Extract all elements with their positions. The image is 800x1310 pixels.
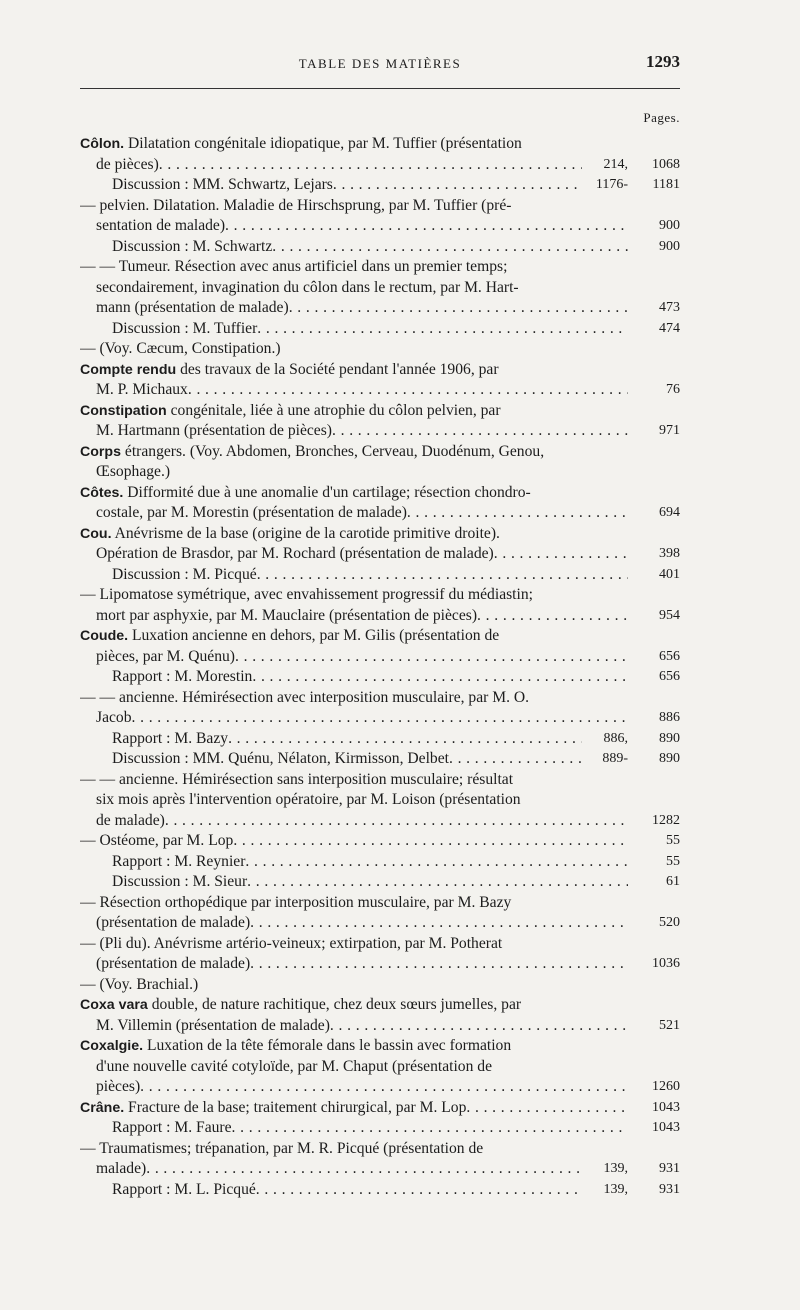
entry-text xyxy=(112,565,257,586)
page-ref-start: 214, xyxy=(603,156,628,172)
index-entry-line xyxy=(80,790,680,811)
entry-text xyxy=(96,544,494,565)
dot-leader xyxy=(289,298,628,319)
page-ref: 1043 xyxy=(652,1099,680,1115)
page-ref: 474 xyxy=(659,320,680,336)
index-entry-line xyxy=(80,626,680,647)
entry-body: M. P. Michaux xyxy=(96,381,188,398)
dot-leader xyxy=(225,216,628,237)
entry-text xyxy=(96,1057,492,1078)
entry-body: (présentation de malade) xyxy=(96,955,251,972)
entry-body: M. Villemin (présentation de malade) xyxy=(96,1016,330,1034)
index-entry-line xyxy=(80,1139,680,1160)
page-header xyxy=(80,52,680,72)
entry-text xyxy=(96,1077,140,1098)
page-ref: 900 xyxy=(659,238,680,254)
entry-text xyxy=(80,975,198,996)
entry-heading: Coxa vara xyxy=(80,997,148,1013)
entry-body: Discussion : MM. Quénu, Nélaton, Kirmisson, Delbet xyxy=(112,750,449,767)
entry-body: — pelvien. Dilatation. Maladie de Hirschsprung, par M. Tuffier (pré- xyxy=(80,196,512,214)
index-entry-line xyxy=(80,257,680,278)
page-ref: 520 xyxy=(659,915,680,930)
entry-body: mort par asphyxie, par M. Mauclaire (présentation de pièces) xyxy=(96,606,478,624)
entry-body: — (Voy. Brachial.) xyxy=(80,975,199,993)
index-entry-line xyxy=(80,1159,680,1180)
index-entry-line xyxy=(80,1077,680,1098)
index-entry-line xyxy=(80,298,680,319)
entry-text xyxy=(80,339,281,360)
dot-leader xyxy=(247,872,628,893)
dot-leader xyxy=(252,667,628,688)
page-ref: 656 xyxy=(659,669,680,684)
entry-body: Discussion : M. Schwartz xyxy=(112,237,273,255)
dot-leader xyxy=(257,319,628,340)
entry-text xyxy=(96,913,250,934)
page-ref: 886 xyxy=(659,710,680,725)
dot-leader xyxy=(132,708,628,729)
entry-body: mann (présentation de malade) xyxy=(96,299,289,316)
entry-text xyxy=(96,462,170,483)
index-entry-line xyxy=(80,175,680,196)
dot-leader xyxy=(188,380,628,401)
entry-body: Discussion : M. Picqué xyxy=(112,565,257,583)
entry-body: pièces) xyxy=(96,1078,141,1095)
entry-text xyxy=(96,155,159,176)
entry-heading: Compte rendu xyxy=(80,361,177,378)
entry-text xyxy=(80,626,499,647)
running-title: TABLE DES MATIÈRES xyxy=(298,56,462,71)
index-entry-line xyxy=(80,196,680,217)
entry-text xyxy=(96,1159,146,1180)
entry-body: Discussion : M. Sieur xyxy=(112,873,248,890)
entry-body: secondairement, invagination du côlon dans le rectum, par M. Hart- xyxy=(96,278,519,296)
index-entry-line xyxy=(80,1118,680,1139)
index-entry-line xyxy=(80,237,680,258)
index-entry-line xyxy=(80,831,680,852)
page-ref: 931 xyxy=(659,1181,680,1197)
entry-body: double, de nature rachitique, chez deux sœurs jumelles, par xyxy=(147,996,522,1013)
entry-body: Rapport : M. L. Picqué xyxy=(112,1180,256,1198)
dot-leader xyxy=(477,606,628,627)
page-ref: 694 xyxy=(659,505,680,520)
page-ref: 656 xyxy=(659,648,680,664)
index-entry-line xyxy=(80,1057,680,1078)
entry-text xyxy=(96,216,225,237)
entry-body: — — Tumeur. Résection avec anus artificiel dans un premier temps; xyxy=(80,258,508,275)
page-number: 1293 xyxy=(646,52,680,71)
entry-body: sentation de malade) xyxy=(96,217,226,234)
entry-text xyxy=(96,503,407,524)
entry-heading: Corps xyxy=(80,443,121,460)
index-entry-line xyxy=(80,216,680,237)
entry-body: Luxation de la tête fémorale dans le bassin avec formation xyxy=(143,1037,512,1054)
entry-text xyxy=(80,360,499,381)
entry-body: Dilatation congénitale idiopatique, par M. Tuffier (présentation xyxy=(124,135,522,152)
entry-body: Opération de Brasdor, par M. Rochard (présentation de malade) xyxy=(96,545,494,562)
page-ref: 398 xyxy=(659,546,680,561)
dot-leader xyxy=(250,954,628,975)
index-entry-line xyxy=(80,483,680,504)
dot-leader xyxy=(257,565,628,586)
index-entry-line xyxy=(80,339,680,360)
entry-text xyxy=(96,606,477,627)
entry-text xyxy=(80,196,511,217)
entry-text xyxy=(80,831,233,852)
page-ref-start: 1176- xyxy=(595,177,628,192)
entry-heading: Côlon. xyxy=(80,136,125,152)
index-entry-line xyxy=(80,975,680,996)
page-ref: 890 xyxy=(659,730,680,746)
index-entry-line xyxy=(80,462,680,483)
index-entry-line xyxy=(80,155,680,176)
page-ref: 1260 xyxy=(652,1079,680,1094)
page-ref-start: 889- xyxy=(602,751,628,766)
index-entry-line xyxy=(80,503,680,524)
entry-heading: Constipation xyxy=(80,402,167,419)
entry-text xyxy=(96,298,289,319)
page-ref: 55 xyxy=(666,853,680,869)
index-entry-line xyxy=(80,688,680,709)
index-entry-line xyxy=(80,544,680,565)
index-entry-line xyxy=(80,380,680,401)
entry-body: congénitale, liée à une atrophie du côlon pelvien, par xyxy=(166,401,501,419)
index-entry-line xyxy=(80,872,680,893)
entry-text xyxy=(80,483,531,504)
entry-body: pièces, par M. Quénu) xyxy=(96,647,235,665)
index-entry-line xyxy=(80,442,680,463)
entry-text xyxy=(96,954,250,975)
entry-body: Jacob xyxy=(96,709,132,726)
dot-leader xyxy=(159,155,582,176)
dot-leader xyxy=(330,1016,628,1037)
dot-leader xyxy=(250,913,628,934)
entry-text xyxy=(96,278,519,299)
dot-leader xyxy=(466,1098,628,1119)
dot-leader xyxy=(228,729,582,750)
index-entry-line xyxy=(80,1016,680,1037)
index-entries xyxy=(80,134,680,1200)
index-entry-line xyxy=(80,585,680,606)
entry-text xyxy=(112,852,245,873)
entry-body: — (Pli du). Anévrisme artério-veineux; extirpation, par M. Potherat xyxy=(80,934,503,952)
dot-leader xyxy=(245,852,628,873)
entry-text xyxy=(96,647,235,668)
entry-text xyxy=(80,401,501,422)
entry-body: Luxation ancienne en dehors, par M. Gilis (présentation de xyxy=(128,627,500,644)
entry-text xyxy=(112,749,449,770)
entry-body: Rapport : M. Bazy xyxy=(112,729,229,747)
dot-leader xyxy=(494,544,628,565)
page-ref: 1036 xyxy=(652,956,680,971)
index-entry-line xyxy=(80,954,680,975)
entry-text xyxy=(112,729,228,750)
entry-heading: Côtes. xyxy=(80,484,124,501)
entry-text xyxy=(96,790,521,811)
entry-text xyxy=(112,872,247,893)
index-entry-line xyxy=(80,770,680,791)
dot-leader xyxy=(333,175,582,196)
entry-text xyxy=(112,319,257,340)
index-entry-line xyxy=(80,278,680,299)
index-entry-line xyxy=(80,708,680,729)
page-ref: 1282 xyxy=(652,812,680,828)
index-entry-line xyxy=(80,852,680,873)
entry-text xyxy=(80,934,502,955)
entry-text xyxy=(80,524,500,545)
entry-text xyxy=(80,585,533,606)
entry-heading: Coude. xyxy=(80,628,129,644)
entry-text xyxy=(80,134,522,155)
page-ref: 900 xyxy=(659,218,680,233)
dot-leader xyxy=(332,421,628,442)
index-entry-line xyxy=(80,421,680,442)
header-rule xyxy=(80,88,680,89)
entry-text xyxy=(96,1016,330,1037)
index-entry-line xyxy=(80,995,680,1016)
page-ref-start: 139, xyxy=(603,1181,628,1197)
page-ref: 931 xyxy=(659,1161,680,1176)
entry-heading: Cou. xyxy=(80,525,112,542)
page-ref: 473 xyxy=(659,300,680,315)
pages-column-label: Pages. xyxy=(643,110,680,125)
entry-text xyxy=(80,1098,466,1119)
page-ref: 55 xyxy=(666,833,680,848)
dot-leader xyxy=(232,1118,628,1139)
dot-leader xyxy=(272,237,628,258)
index-entry-line xyxy=(80,401,680,422)
page-ref: 971 xyxy=(659,423,680,438)
entry-heading: Crâne. xyxy=(80,1099,125,1116)
index-entry-line xyxy=(80,667,680,688)
entry-body: — (Voy. Cæcum, Constipation.) xyxy=(80,340,281,357)
entry-body: — Lipomatose symétrique, avec envahissement progressif du médiastin; xyxy=(80,586,533,603)
index-entry-line xyxy=(80,565,680,586)
index-entry-line xyxy=(80,134,680,155)
index-entry-line xyxy=(80,1180,680,1201)
entry-text xyxy=(80,893,511,914)
entry-body: Rapport : M. Faure xyxy=(112,1119,232,1136)
index-entry-line xyxy=(80,749,680,770)
index-entry-line xyxy=(80,1098,680,1119)
entry-body: — — ancienne. Hémirésection avec interposition musculaire, par M. O. xyxy=(80,688,530,706)
index-entry-line xyxy=(80,729,680,750)
entry-text xyxy=(112,667,252,688)
entry-text xyxy=(112,237,272,258)
entry-text xyxy=(96,421,332,442)
entry-body: Discussion : MM. Schwartz, Lejars xyxy=(112,176,333,193)
entry-text xyxy=(80,1036,511,1057)
dot-leader xyxy=(146,1159,582,1180)
entry-text xyxy=(96,708,132,729)
page-ref: 521 xyxy=(659,1017,680,1033)
entry-text xyxy=(112,1180,256,1201)
entry-text xyxy=(112,175,333,196)
entry-body: — Traumatismes; trépanation, par M. R. Picqué (présentation de xyxy=(80,1139,484,1157)
dot-leader xyxy=(140,1077,628,1098)
page-ref: 954 xyxy=(659,607,680,623)
entry-text xyxy=(80,688,529,709)
entry-text xyxy=(80,257,507,278)
dot-leader xyxy=(235,647,628,668)
index-entry-line xyxy=(80,913,680,934)
entry-body: Anévrisme de la base (origine de la carotide primitive droite). xyxy=(111,524,500,542)
index-entry-line xyxy=(80,647,680,668)
page-ref: 1068 xyxy=(652,156,680,172)
entry-body: d'une nouvelle cavité cotyloïde, par M. Chaput (présentation de xyxy=(96,1057,492,1075)
page-ref-start: 886, xyxy=(603,730,628,746)
page-ref: 1043 xyxy=(652,1120,680,1135)
entry-body: des travaux de la Société pendant l'année 1906, par xyxy=(176,360,499,378)
page-ref: 76 xyxy=(666,382,680,397)
entry-body: Difformité due à une anomalie d'un cartilage; résection chondro- xyxy=(123,483,531,501)
index-entry-line xyxy=(80,1036,680,1057)
entry-body: Rapport : M. Morestin xyxy=(112,668,253,685)
entry-body: Œsophage.) xyxy=(96,463,171,480)
entry-text xyxy=(80,770,513,791)
index-entry-line xyxy=(80,360,680,381)
entry-text xyxy=(80,1139,483,1160)
entry-body: (présentation de malade) xyxy=(96,914,251,931)
page-ref: 890 xyxy=(659,751,680,766)
dot-leader xyxy=(449,749,582,770)
page-ref-start: 139, xyxy=(603,1161,628,1176)
entry-body: de malade) xyxy=(96,811,165,829)
entry-body: Discussion : M. Tuffier xyxy=(112,319,258,337)
dot-leader xyxy=(256,1180,582,1201)
entry-heading: Coxalgie. xyxy=(80,1038,144,1054)
index-entry-line xyxy=(80,934,680,955)
entry-text xyxy=(96,811,165,832)
entry-body: — Ostéome, par M. Lop xyxy=(80,832,234,849)
dot-leader xyxy=(233,831,628,852)
page-ref: 1181 xyxy=(652,177,680,192)
page-ref: 401 xyxy=(659,566,680,582)
entry-body: malade) xyxy=(96,1160,147,1177)
entry-text xyxy=(80,442,544,463)
entry-text xyxy=(80,995,521,1016)
index-entry-line xyxy=(80,319,680,340)
entry-body: — — ancienne. Hémirésection sans interposition musculaire; résultat xyxy=(80,770,514,788)
entry-text xyxy=(96,380,188,401)
dot-leader xyxy=(165,811,628,832)
entry-body: Fracture de la base; traitement chirurgical, par M. Lop xyxy=(124,1098,467,1116)
dot-leader xyxy=(407,503,628,524)
entry-body: M. Hartmann (présentation de pièces) xyxy=(96,422,332,439)
entry-body: étrangers. (Voy. Abdomen, Bronches, Cerveau, Duodénum, Genou, xyxy=(121,442,545,460)
entry-body: six mois après l'intervention opératoire, par M. Loison (présentation xyxy=(96,791,521,808)
entry-body: de pièces) xyxy=(96,155,159,173)
entry-body: — Résection orthopédique par interposition musculaire, par M. Bazy xyxy=(80,893,512,911)
entry-body: Rapport : M. Reynier xyxy=(112,852,246,870)
entry-text xyxy=(112,1118,232,1139)
index-entry-line xyxy=(80,524,680,545)
index-entry-line xyxy=(80,811,680,832)
index-entry-line xyxy=(80,606,680,627)
entry-body: costale, par M. Morestin (présentation de malade) xyxy=(96,504,407,521)
index-entry-line xyxy=(80,893,680,914)
page-ref: 61 xyxy=(666,874,680,889)
